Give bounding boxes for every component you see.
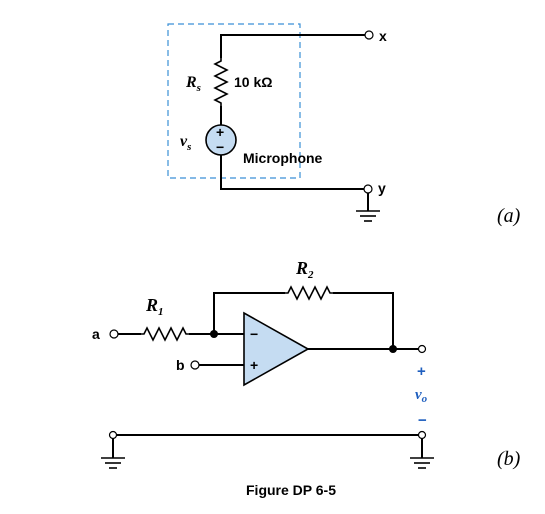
panel-label-a: (a) — [497, 205, 521, 227]
vs-label: $v_s$ — [180, 133, 192, 153]
microphone-circuit — [168, 24, 521, 227]
terminal-a — [110, 330, 118, 338]
terminal-y — [364, 185, 372, 193]
ground-icon — [101, 458, 125, 468]
rs-value: 10 kΩ — [234, 74, 273, 90]
terminal-b-label: b — [176, 357, 185, 373]
output-terminal-plus — [419, 346, 426, 353]
panel-label-b: (b) — [497, 448, 521, 470]
top-wire — [221, 35, 365, 58]
inverting-amplifier-circuit — [92, 258, 521, 470]
terminal-y-label: y — [378, 180, 386, 196]
output-plus-label: + — [417, 363, 426, 380]
microphone-label: Microphone — [243, 150, 323, 166]
terminal-x-label: x — [379, 28, 387, 44]
opamp-plus-label: + — [250, 357, 259, 373]
terminal-a-label: a — [92, 326, 100, 342]
output-minus-label: − — [418, 412, 427, 429]
figure-caption: Figure DP 6-5 — [246, 482, 336, 498]
r1-label: $R_1$ — [146, 295, 164, 318]
source-minus: − — [216, 139, 225, 155]
resistor-r1 — [141, 328, 189, 340]
ground-rail-left-terminal — [110, 432, 117, 439]
terminal-x — [365, 31, 373, 39]
resistor-r2 — [285, 287, 333, 299]
vo-label: vo — [415, 387, 428, 405]
output-node — [389, 345, 397, 353]
resistor-rs — [215, 58, 227, 106]
output-terminal-minus — [419, 432, 426, 439]
source-plus: + — [216, 124, 225, 140]
op-amp — [244, 313, 308, 385]
r2-label: $R_2$ — [296, 258, 314, 281]
ground-icon — [410, 458, 434, 468]
opamp-minus-label: − — [250, 326, 259, 342]
terminal-b — [191, 361, 199, 369]
rs-label: $R_s$ — [186, 74, 201, 94]
ground-icon — [356, 211, 380, 221]
feedback-right — [333, 293, 393, 349]
